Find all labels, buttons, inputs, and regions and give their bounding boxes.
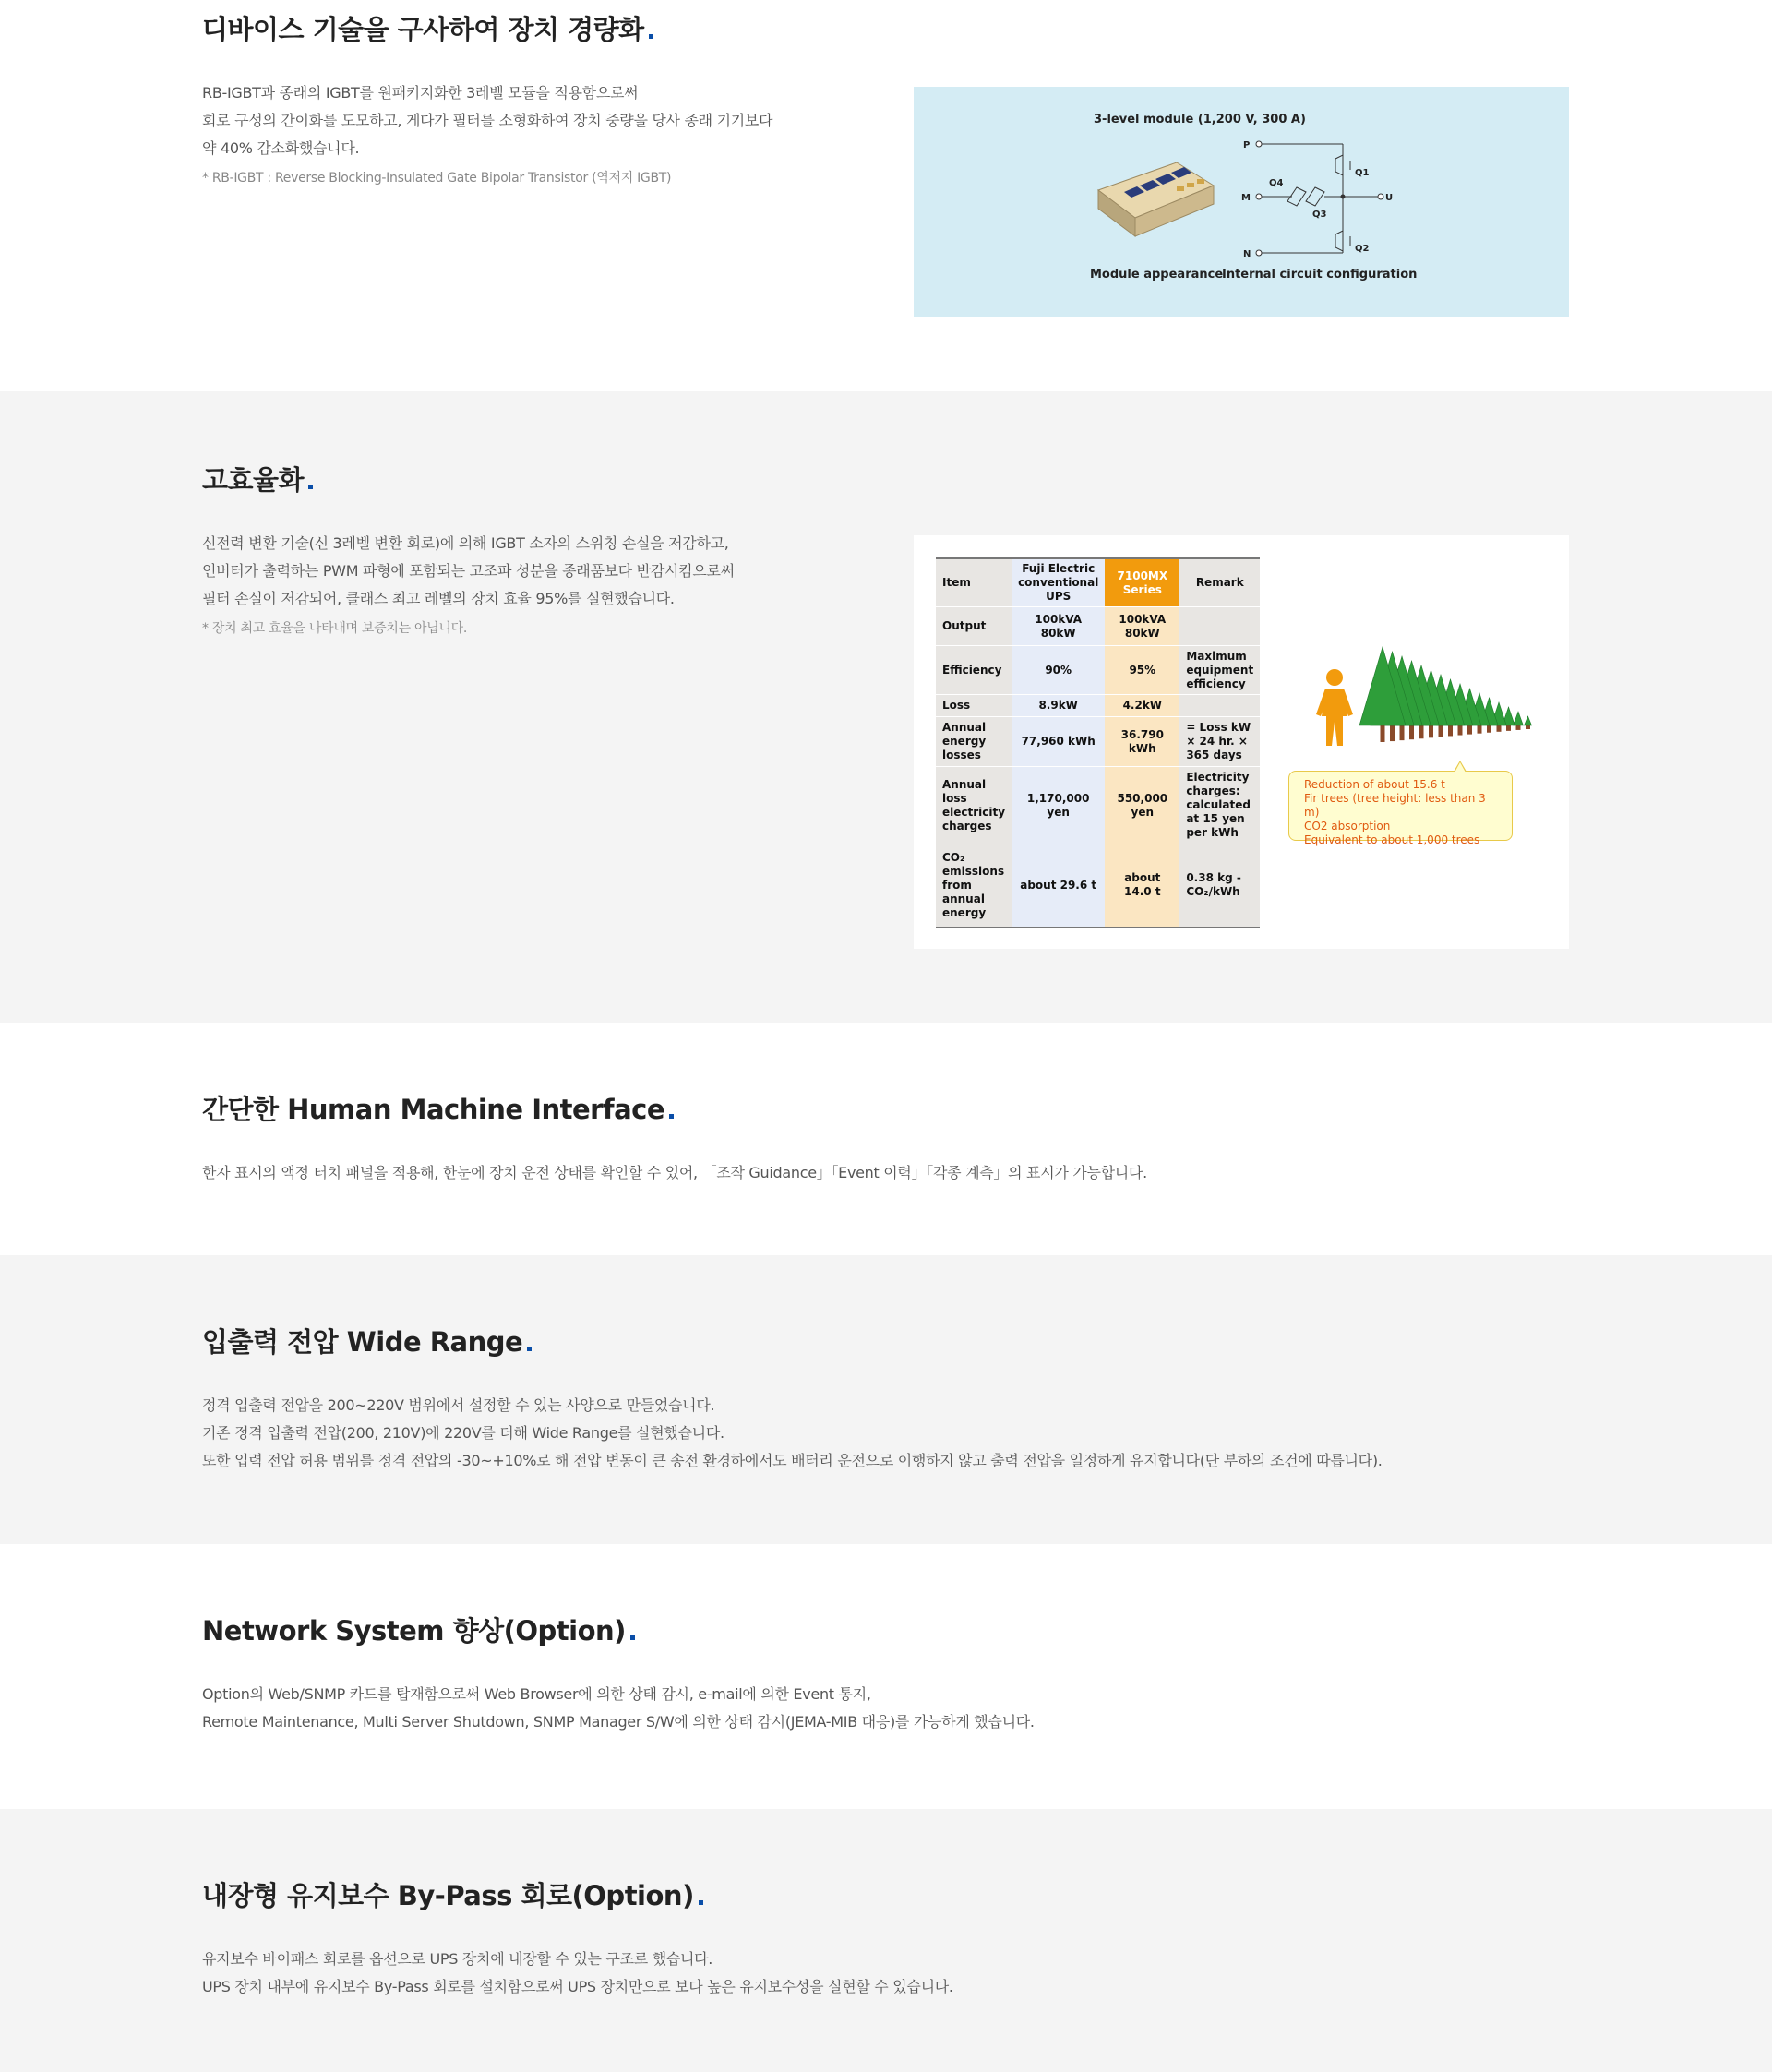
- table-cell: about 14.0 t: [1105, 844, 1179, 928]
- title-dot: [527, 1347, 532, 1351]
- tree-trunk: [1467, 725, 1472, 735]
- title-dot: [669, 1114, 674, 1119]
- table-cell: about 29.6 t: [1012, 844, 1105, 928]
- efficiency-figure: [914, 535, 1569, 949]
- desc-note: * 장치 최고 효율을 나타내며 보증치는 아닙니다.: [202, 621, 468, 636]
- label-u: U: [1385, 193, 1394, 203]
- tree-trunk: [1497, 725, 1502, 732]
- internal-circuit-diagram: [1241, 137, 1394, 261]
- table-cell: CO₂ emissions from annual energy: [936, 844, 1012, 928]
- section-description: [202, 1946, 953, 2001]
- table-row: [936, 844, 1260, 928]
- tree-trunk: [1458, 725, 1463, 736]
- section-title: 고효율화: [202, 460, 313, 497]
- desc-line: 필터 손실이 저감되어, 클래스 최고 레벨의 장치 효율 95%를 실현했습니다.: [202, 590, 675, 607]
- table-cell: [1179, 695, 1260, 717]
- table-header-cell: Item: [936, 558, 1012, 607]
- tree-trunk: [1526, 725, 1530, 729]
- table-cell: Output: [936, 607, 1012, 646]
- tree-trunk: [1448, 725, 1453, 736]
- table-cell: 36.790 kWh: [1105, 717, 1179, 767]
- title-dot: [630, 1635, 635, 1640]
- desc-line: 회로 구성의 간이화를 도모하고, 게다가 필터를 소형화하여 장치 중량을 당사 종래 기기보다: [202, 112, 773, 129]
- label-p: P: [1243, 140, 1251, 150]
- table-cell: Efficiency: [936, 646, 1012, 695]
- table-row: [936, 695, 1260, 717]
- title-dot: [699, 1900, 703, 1905]
- table-cell: 95%: [1105, 646, 1179, 695]
- caption-module-appearance: Module appearance: [1090, 268, 1224, 281]
- callout-line: Reduction of about 15.6 t: [1304, 778, 1445, 791]
- section-wide-range: [0, 1255, 1772, 1544]
- label-q1: Q1: [1355, 168, 1370, 178]
- tree-trunk: [1400, 725, 1405, 740]
- table-cell: 77,960 kWh: [1012, 717, 1105, 767]
- section-description: [202, 79, 772, 190]
- section-title: 내장형 유지보수 By-Pass 회로(Option): [202, 1875, 703, 1913]
- caption-internal-circuit: Internal circuit configuration: [1222, 268, 1418, 281]
- label-n: N: [1243, 249, 1251, 259]
- tree-trunk: [1409, 725, 1414, 739]
- desc-line: 유지보수 바이패스 회로를 옵션으로 UPS 장치에 내장할 수 있는 구조로 했습니다.: [202, 1950, 713, 1968]
- module-figure: [914, 87, 1569, 317]
- table-cell: Annual energy losses: [936, 717, 1012, 767]
- desc-line: 약 40% 감소화했습니다.: [202, 139, 360, 157]
- table-cell: 1,170,000 yen: [1012, 767, 1105, 844]
- section-title: 디바이스 기술을 구사하여 장치 경량화: [202, 9, 653, 47]
- desc-line: Remote Maintenance, Multi Server Shutdown, SNMP Manager S/W에 의한 상태 감시(JEMA-MIB 대응)를 가능하게 했습니다.: [202, 1713, 1035, 1731]
- table-cell: 4.2kW: [1105, 695, 1179, 717]
- tree-trunk: [1381, 725, 1385, 742]
- title-dot: [308, 485, 313, 489]
- person-icon: [1312, 668, 1357, 748]
- tree-trunk: [1506, 725, 1511, 731]
- section-bypass-circuit: [0, 1809, 1772, 2072]
- table-cell: = Loss kW × 24 hr. × 365 days: [1179, 717, 1260, 767]
- callout-line: CO2 absorption: [1304, 820, 1391, 832]
- desc-line: UPS 장치 내부에 유지보수 By-Pass 회로를 설치함으로써 UPS 장치만으로 보다 높은 유지보수성을 실현할 수 있습니다.: [202, 1978, 953, 1995]
- co2-reduction-callout: [1288, 771, 1513, 846]
- fir-trees-illustration: [1357, 641, 1541, 751]
- table-row: [936, 646, 1260, 695]
- figure-title: 3-level module (1,200 V, 300 A): [1094, 113, 1306, 126]
- desc-line: 한자 표시의 액정 터치 패널을 적용해, 한눈에 장치 운전 상태를 확인할 수 있어, 「조작 Guidance」「Event 이력」「각종 계측」의 표시가 가능합니다.: [202, 1164, 1147, 1181]
- desc-line: 정격 입출력 전압을 200~220V 범위에서 설정할 수 있는 사양으로 만들었습니다.: [202, 1396, 715, 1414]
- table-cell: 100kVA 80kW: [1012, 607, 1105, 646]
- section-description: [202, 1681, 1035, 1736]
- tree-trunk: [1419, 725, 1424, 738]
- table-cell: 0.38 kg - CO₂/kWh: [1179, 844, 1260, 928]
- table-row: [936, 717, 1260, 767]
- section-title: 간단한 Human Machine Interface: [202, 1089, 674, 1127]
- section-description: [202, 1392, 1383, 1475]
- title-dot: [649, 34, 653, 39]
- table-cell: Loss: [936, 695, 1012, 717]
- module-appearance-illustration: [1089, 144, 1218, 246]
- desc-line: RB-IGBT과 종래의 IGBT를 원패키지화한 3레벨 모듈을 적용함으로써: [202, 84, 639, 102]
- fir-tree: [1525, 716, 1532, 725]
- tree-trunk: [1439, 725, 1443, 737]
- callout-line: Fir trees (tree height: less than 3 m): [1304, 792, 1486, 819]
- section-title: 입출력 전압 Wide Range: [202, 1322, 532, 1359]
- table-header-cell: 7100MX Series: [1105, 558, 1179, 607]
- desc-line: Option의 Web/SNMP 카드를 탑재함으로써 Web Browser에 의한 상태 감시, e-mail에 의한 Event 통지,: [202, 1685, 871, 1703]
- table-cell: 90%: [1012, 646, 1105, 695]
- desc-line: 인버터가 출력하는 PWM 파형에 포함되는 고조파 성분을 종래품보다 반감시킴으로써: [202, 562, 735, 580]
- table-header-row: [936, 558, 1260, 607]
- tree-trunk: [1429, 725, 1433, 737]
- callout-line: Equivalent to about 1,000 trees: [1304, 833, 1480, 846]
- table-cell: [1179, 607, 1260, 646]
- label-m: M: [1241, 193, 1251, 203]
- table-cell: 100kVA 80kW: [1105, 607, 1179, 646]
- tree-trunk: [1487, 725, 1491, 733]
- tree-trunk: [1516, 725, 1521, 730]
- label-q2: Q2: [1355, 244, 1370, 254]
- desc-line: 기존 정격 입출력 전압(200, 210V)에 220V를 더해 Wide Range를 실현했습니다.: [202, 1424, 724, 1442]
- section-network-system: [0, 1544, 1772, 1809]
- table-cell: 550,000 yen: [1105, 767, 1179, 844]
- desc-line: 또한 입력 전압 허용 범위를 정격 전압의 -30~+10%로 해 전압 변동이 큰 송전 환경하에서도 배터리 운전으로 이행하지 않고 출력 전압을 일정하게 유지합니다(단 부하의 조건에 따릅니다).: [202, 1452, 1383, 1469]
- desc-note: * RB-IGBT : Reverse Blocking-Insulated Gate Bipolar Transistor (역저지 IGBT): [202, 171, 672, 186]
- tree-trunk: [1390, 725, 1395, 741]
- fir-tree: [1514, 712, 1524, 725]
- section-description: [202, 1159, 1147, 1187]
- table-cell: 8.9kW: [1012, 695, 1105, 717]
- table-header-cell: Remark: [1179, 558, 1260, 607]
- efficiency-table: [936, 557, 1260, 928]
- label-q3: Q3: [1312, 210, 1327, 220]
- section-description: [202, 530, 735, 641]
- section-device-lightweight: [0, 0, 1772, 391]
- table-row: [936, 607, 1260, 646]
- table-cell: Annual loss electricity charges: [936, 767, 1012, 844]
- section-high-efficiency: [0, 391, 1772, 1023]
- table-cell: Electricity charges: calculated at 15 yen per kWh: [1179, 767, 1260, 844]
- table-cell: Maximum equipment efficiency: [1179, 646, 1260, 695]
- table-row: [936, 767, 1260, 844]
- tree-trunk: [1478, 725, 1482, 734]
- table-header-cell: Fuji Electric conventional UPS: [1012, 558, 1105, 607]
- section-title: Network System 향상(Option): [202, 1611, 635, 1648]
- section-hmi: [0, 1023, 1772, 1255]
- label-q4: Q4: [1269, 178, 1284, 188]
- desc-line: 신전력 변환 기술(신 3레벨 변환 회로)에 의해 IGBT 소자의 스위칭 손실을 저감하고,: [202, 534, 729, 552]
